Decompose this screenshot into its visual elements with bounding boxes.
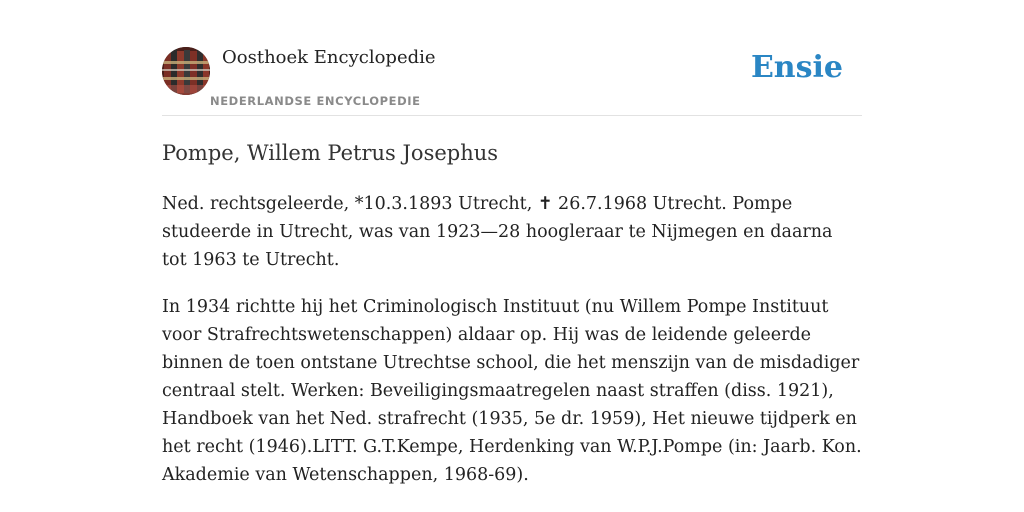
article-paragraph: In 1934 richtte hij het Criminologisch Instituut (nu Willem Pompe Instituut voor Strafrechtswetenschappen) aldaar op. Hij was de leidende geleerde binnen de toen ontstane Utrechtse school, die het menszijn van de misdadiger centraal stelt. Werken: Beveiligingsmaatregelen naast straffen (diss. 1921), Handboek van het Ned. strafrecht (1935, 5e dr. 1959), Het nieuwe tijdperk en het recht (1946).LITT. G.T.Kempe, Herdenking van W.P.J.Pompe (in: Jaarb. Kon. Akademie van Wetenschappen, 1968-69). <box>162 297 862 485</box>
article-paragraph: Ned. rechtsgeleerde, *10.3.1893 Utrecht, ✝ 26.7.1968 Utrecht. Pompe studeerde in Utrecht, was van 1923—28 hoogleraar te Nijmegen en daarna tot 1963 te Utrecht. <box>162 194 833 270</box>
site-header <box>162 44 862 116</box>
article-title: Pompe, Willem Petrus Josephus <box>162 141 499 165</box>
site-subtitle: NEDERLANDSE ENCYCLOPEDIE <box>210 94 421 108</box>
book-spines-icon[interactable] <box>162 47 210 95</box>
site-title[interactable]: Oosthoek Encyclopedie <box>222 47 436 68</box>
article-card <box>162 44 862 508</box>
brand-logo-link[interactable]: Ensie <box>750 50 843 85</box>
article-body <box>162 190 862 489</box>
